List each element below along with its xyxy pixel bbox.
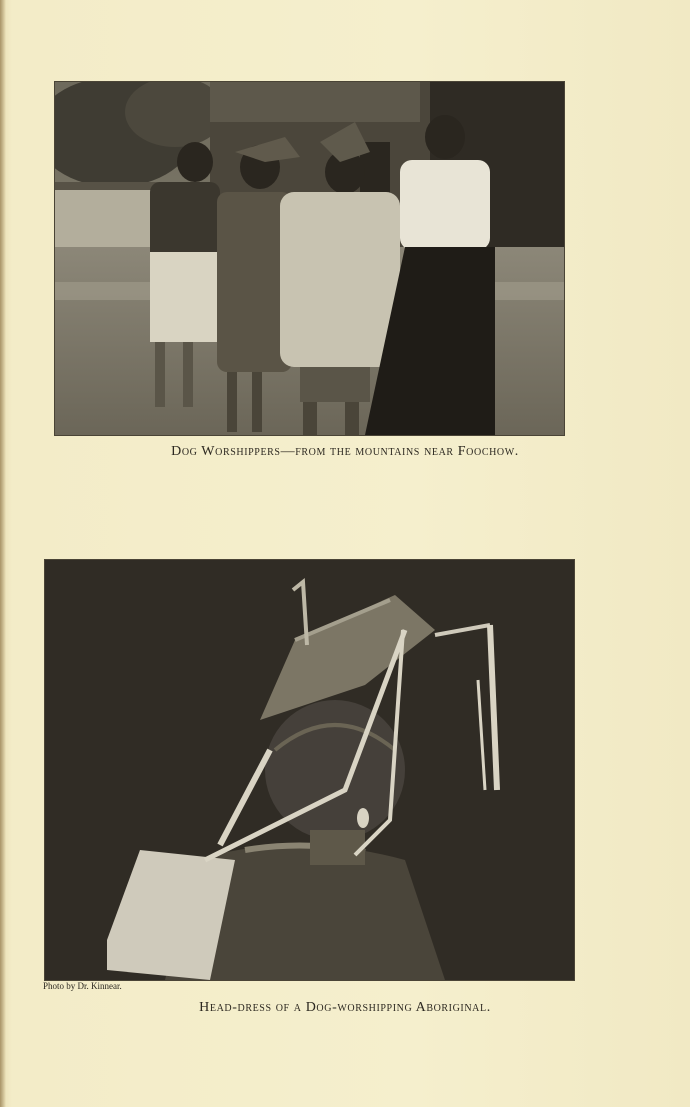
photo-dog-worshippers <box>55 82 564 435</box>
caption-head-dress: Head-dress of a Dog-worshipping Aboriginal. <box>199 1000 491 1015</box>
caption-dog-worshippers: Dog Worshippers—from the mountains near Foochow. <box>171 444 519 459</box>
photo-head-dress <box>45 560 574 980</box>
spine-shadow <box>0 0 6 1107</box>
photo-credit: Photo by Dr. Kinnear. <box>43 981 122 991</box>
